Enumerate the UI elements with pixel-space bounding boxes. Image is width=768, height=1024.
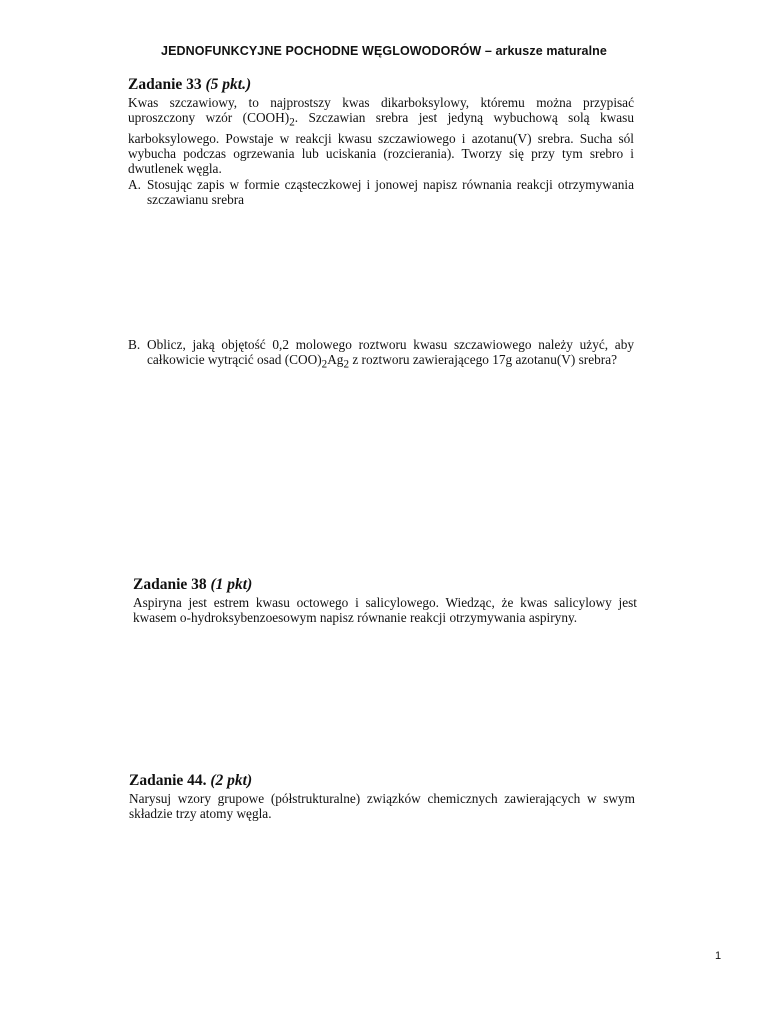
task-38-points: (1 pkt) xyxy=(210,576,253,593)
task-33-part-b-letter: B. xyxy=(128,337,141,352)
task-33-part-b-subscript-2: 2 xyxy=(343,358,349,371)
task-44-points: (2 pkt) xyxy=(210,772,253,789)
task-33 xyxy=(128,76,634,207)
task-33-intro-subscript: 2 xyxy=(289,116,295,129)
task-44 xyxy=(129,772,635,821)
task-44-heading: Zadanie 44. xyxy=(129,772,207,789)
task-44-title xyxy=(129,772,635,790)
task-38 xyxy=(133,576,637,625)
task-33-title xyxy=(128,76,634,94)
task-33-intro-text-1: Kwas szczawiowy, to najprostszy kwas dikarboksylowy, któremu można przypisać uproszczony wzór (COOH) xyxy=(128,95,634,126)
task-38-heading: Zadanie 38 xyxy=(133,576,207,593)
task-33-part-b-text-2: Ag xyxy=(327,352,344,368)
task-33-points: (5 pkt.) xyxy=(205,76,252,93)
task-33-part-b-text-3: z roztworu zawierającego 17g azotanu(V) srebra? xyxy=(349,352,618,368)
task-44-body: Narysuj wzory grupowe (półstrukturalne) związków chemicznych zawierających w swym składzie trzy atomy węgla. xyxy=(129,791,635,822)
task-33-part-a-letter: A. xyxy=(128,176,141,192)
task-38-title xyxy=(133,576,637,594)
task-33-part-a-text: Stosując zapis w formie cząsteczkowej i jonowej napisz równania reakcji otrzymywania szczawianu srebra xyxy=(147,176,634,207)
task-33-part-b-block xyxy=(128,337,634,373)
task-33-part-b xyxy=(128,337,634,373)
task-33-heading: Zadanie 33 xyxy=(128,76,202,93)
task-33-part-a xyxy=(128,177,634,207)
task-33-intro xyxy=(128,95,634,177)
task-38-body: Aspiryna jest estrem kwasu octowego i salicylowego. Wiedząc, że kwas salicylowy jest kwasem o-hydroksybenzoesowym napisz równanie reakcji otrzymywania aspiryny. xyxy=(133,595,637,626)
task-33-part-b-text-1: Oblicz, jaką objętość 0,2 molowego roztworu kwasu szczawiowego należy użyć, aby całkowicie wytrącić osad (COO) xyxy=(147,337,634,368)
page-header-title: JEDNOFUNKCYJNE POCHODNE WĘGLOWODORÓW – arkusze maturalne xyxy=(161,44,607,58)
page-number: 1 xyxy=(715,950,722,962)
task-33-part-b-subscript-1: 2 xyxy=(321,358,328,371)
task-33-intro-text-2: . Szczawian srebra jest jedyną wybuchową solą kwasu karboksylowego. Powstaje w reakcji kwasu szczawiowego i azotanu(V) srebra. Sucha sól wybucha podczas ogrzewania lub uciskania (rozcierania). Tworzy się przy tym srebro i dwutlenek węgla. xyxy=(128,110,634,177)
